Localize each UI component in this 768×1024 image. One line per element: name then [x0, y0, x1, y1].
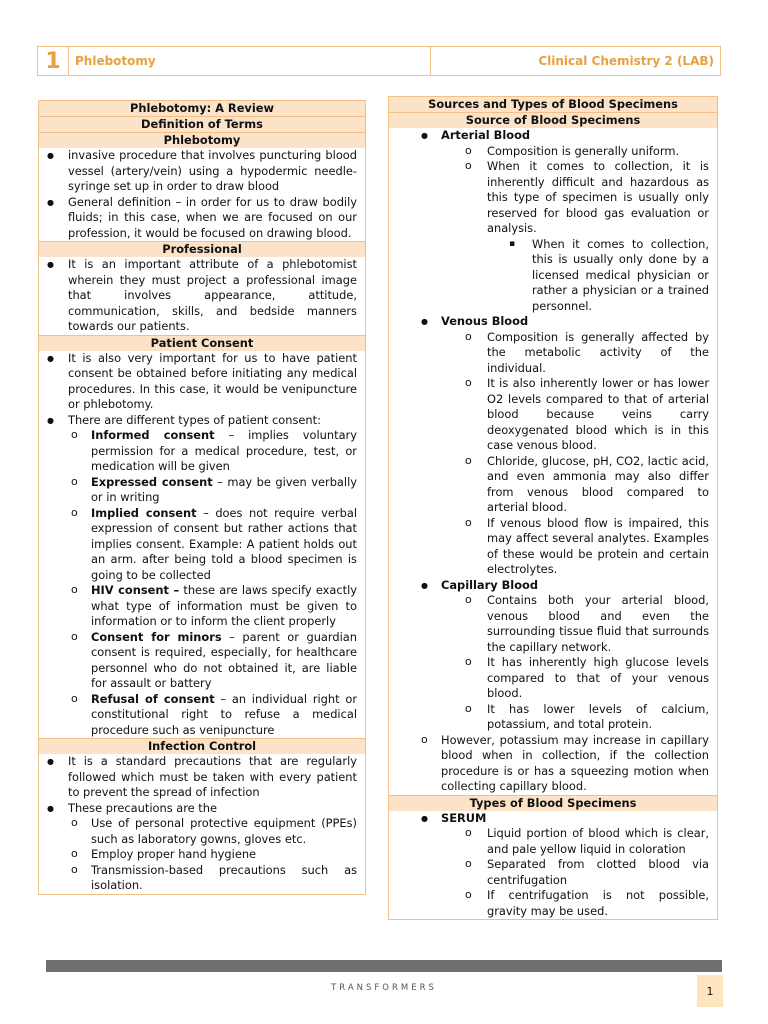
- list-item: ● There are different types of patient consent:: [39, 413, 365, 429]
- consent-type: [39, 630, 365, 692]
- consent-type: [39, 692, 365, 739]
- sub-item: o Liquid portion of blood which is clear, and pale yellow liquid in coloration: [389, 826, 717, 857]
- definition: – parent or guardian consent is required, especially, for healthcare personnel who do not obtained it, are liable for assault or battery: [91, 629, 357, 690]
- term: Consent for minors: [91, 629, 222, 644]
- list-item: ● It is a standard precautions that are regularly followed which must be taken with every patient to prevent the spread of infection: [39, 754, 365, 801]
- definition: – an individual right or constitutional right to refuse a medical procedure such as venipuncture: [91, 691, 357, 737]
- definition: – implies voluntary permission for a medical procedure, test, or medication will be given: [91, 428, 357, 473]
- list-item: ● General definition – in order for us to draw bodily fluids; in this case, when we are focused on our profession, it would be focused on drawing blood.: [39, 195, 365, 242]
- consent-heading: Patient Consent: [39, 335, 365, 351]
- sub-item: o Composition is generally affected by the metabolic activity of the individual.: [389, 330, 717, 377]
- definition: these are laws specify exactly what type of information must be given to information or to inform the client properly: [91, 583, 357, 628]
- page-header: [37, 46, 721, 76]
- sub-item: o Composition is generally uniform.: [389, 144, 717, 160]
- sub-item: o Separated from clotted blood via centrifugation: [389, 857, 717, 888]
- term: Expressed consent: [91, 474, 213, 489]
- definition: – does not require verbal expression of consent but rather actions that implies consent. Example: A patient holds out an arm. after being told a blood specimen is going to be collected: [91, 505, 357, 582]
- infection-list: [39, 754, 365, 894]
- list-item: ● It is an important attribute of a phlebotomist wherein they must project a professional image that involves appearance, attitude, communication, skills, and bedside manners towards our patients.: [39, 257, 365, 335]
- sub-item: o When it comes to collection, it is inherently difficult and hazardous as this type of specimen is usually only reserved for blood gas evaluation or analysis.: [389, 159, 717, 237]
- consent-type: [39, 506, 365, 584]
- term: HIV consent –: [91, 583, 180, 597]
- venous-label: ● Venous Blood: [389, 314, 717, 330]
- consent-list: [39, 351, 365, 739]
- types-list: [389, 811, 717, 920]
- source-heading: Source of Blood Specimens: [389, 112, 717, 128]
- sub-item: o Use of personal protective equipment (PPEs) such as laboratory gowns, gloves etc.: [39, 816, 365, 847]
- definition-heading: Definition of Terms: [39, 116, 365, 132]
- sub-item: o Contains both your arterial blood, venous blood and even the surrounding tissue fluid that surrounds the capillary network.: [389, 593, 717, 655]
- phlebotomy-list: [39, 148, 365, 241]
- deep-item: ▪ When it comes to collection, this is usually only done by a licensed medical physician or rather a physician or a trained personnel.: [389, 237, 717, 315]
- professional-heading: Professional: [39, 241, 365, 257]
- term: Informed consent: [91, 428, 215, 442]
- sub-item: o Transmission-based precautions such as isolation.: [39, 863, 365, 894]
- right-title: Sources and Types of Blood Specimens: [389, 97, 717, 112]
- sub-item: o Chloride, glucose, pH, CO2, lactic acid, and even ammonia may also differ from venous blood compared to arterial blood.: [389, 454, 717, 516]
- chapter-title: Phlebotomy: [69, 47, 431, 75]
- footer-text: TRANSFORMERS: [331, 983, 437, 993]
- consent-type: [39, 583, 365, 630]
- definition: – may be given verbally or in writing: [91, 474, 357, 504]
- course-name: Clinical Chemistry 2 (LAB): [538, 54, 714, 68]
- types-heading: Types of Blood Specimens: [389, 795, 717, 811]
- left-title: Phlebotomy: A Review: [39, 101, 365, 116]
- sub-item: o If centrifugation is not possible, gravity may be used.: [389, 888, 717, 919]
- footer-bar: [46, 960, 722, 972]
- arterial-label: ● Arterial Blood: [389, 128, 717, 144]
- term: Refusal of consent: [91, 691, 215, 706]
- chapter-number: 1: [38, 47, 69, 75]
- sub-item: o It has lower levels of calcium, potassium, and total protein.: [389, 702, 717, 733]
- term: Implied consent: [91, 505, 197, 520]
- list-item: ● These precautions are the: [39, 801, 365, 817]
- consent-type: [39, 475, 365, 506]
- sub-item: o It has inherently high glucose levels compared to that of your venous blood.: [389, 655, 717, 702]
- sub-item: o It is also inherently lower or has lower O2 levels compared to that of arterial blood because veins carry deoxygenated blood which is in this case venous blood.: [389, 376, 717, 454]
- consent-type: [39, 428, 365, 475]
- left-column: [38, 100, 366, 895]
- right-column: [388, 96, 718, 920]
- sub-item: o If venous blood flow is impaired, this may affect several analytes. Examples of these would be protein and certain electrolytes.: [389, 516, 717, 578]
- source-list: [389, 128, 717, 795]
- list-item: ● It is also very important for us to have patient consent be obtained before initiating any medical procedures. In this case, it would be venipuncture or phlebotomy.: [39, 351, 365, 413]
- phlebotomy-heading: Phlebotomy: [39, 132, 365, 148]
- serum-label: ● SERUM: [389, 811, 717, 827]
- capillary-note: o However, potassium may increase in capillary blood when in collection, if the collection procedure is or has a squeezing motion when collecting capillary blood.: [389, 733, 717, 795]
- professional-list: [39, 257, 365, 335]
- page-number: 1: [697, 975, 723, 1007]
- sub-item: o Employ proper hand hygiene: [39, 847, 365, 863]
- infection-heading: Infection Control: [39, 738, 365, 754]
- capillary-label: ● Capillary Blood: [389, 578, 717, 594]
- list-item: ● invasive procedure that involves puncturing blood vessel (artery/vein) using a hypodermic needle-syringe set up in order to draw blood: [39, 148, 365, 195]
